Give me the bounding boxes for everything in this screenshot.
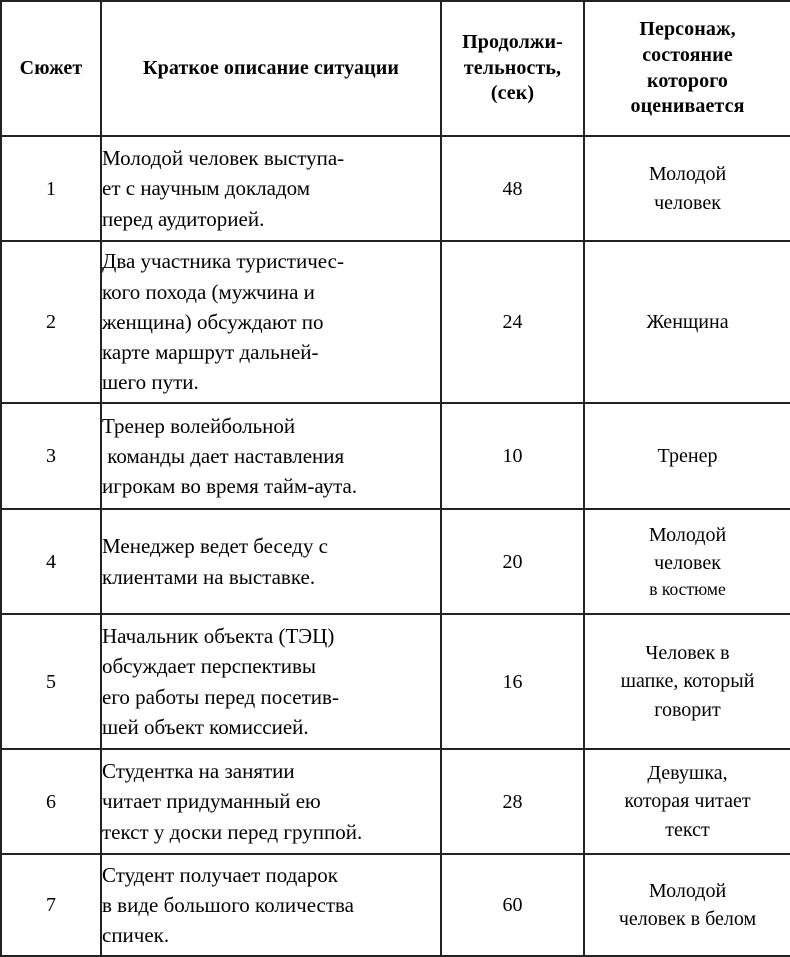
cell-character [584,509,790,614]
column-header-duration-line1: Продолжи- [462,31,563,54]
text-line: Студент получает подарок [102,862,338,887]
text-line: Женщина [646,310,729,333]
column-header-scene: Сюжет [1,1,101,136]
text-line: ет с научным докладом [102,176,311,201]
table-row [1,854,790,956]
text-line: Человек в [645,641,730,664]
cell-description [101,509,441,614]
text-line: игрокам во время тайм-аута. [102,474,358,499]
cell-description [101,403,441,509]
text-line: Тренер волейбольной [102,413,296,438]
text-line: перед аудиторией. [102,206,265,231]
table-row [1,749,790,854]
table-header-row [1,1,790,136]
text-line: шего пути. [102,370,199,395]
column-header-duration-line3: (сек) [490,82,535,105]
column-header-duration [441,1,584,136]
text-line: Тренер [657,444,718,467]
column-header-character-line2: состояние [642,43,733,66]
text-line: обсуждает перспективы [102,654,317,679]
text-line: Студентка на занятии [102,759,295,784]
cell-character [584,749,790,854]
column-header-character-line1: Персонаж, [639,18,736,41]
text-line: читает придуманный ею [102,789,321,814]
cell-scene-number: 2 [1,241,101,403]
cell-scene-number: 1 [1,136,101,241]
cell-character [584,854,790,956]
cell-duration: 28 [441,749,584,854]
cell-duration: 24 [441,241,584,403]
text-line: говорит [654,698,721,721]
cell-scene-number: 5 [1,614,101,749]
text-line: человек [654,552,721,575]
cell-character [584,403,790,509]
text-line: в костюме [649,579,726,600]
text-line: текст [665,818,710,841]
text-line: текст у доски перед группой. [102,819,363,844]
text-line: человек [654,191,721,214]
cell-duration: 48 [441,136,584,241]
text-line: Молодой [648,879,727,902]
text-line: которая читает [624,790,751,813]
cell-duration: 16 [441,614,584,749]
column-header-character-line3: которого [646,69,729,92]
cell-description [101,749,441,854]
column-header-character [584,1,790,136]
text-line: клиентами на выставке. [102,564,316,589]
cell-character [584,241,790,403]
text-line: человек в белом [618,908,757,930]
table-header [1,1,790,136]
cell-description [101,136,441,241]
cell-description [101,614,441,749]
table-row [1,614,790,749]
cell-scene-number: 4 [1,509,101,614]
text-line: Два участника туристичес- [102,249,344,274]
text-line: шапке, который [620,670,755,693]
table-row [1,136,790,241]
text-line: команды дает наставления [102,443,345,468]
cell-description [101,854,441,956]
cell-scene-number: 3 [1,403,101,509]
text-line: Менеджер ведет беседу с [102,534,328,559]
text-line: Молодой [648,163,727,186]
text-line: женщина) обсуждают по [102,309,324,334]
column-header-character-line4: оценивается [630,95,745,118]
text-line: его работы перед посетив- [102,684,339,709]
text-line: спичек. [102,923,170,948]
cell-scene-number: 6 [1,749,101,854]
text-line: кого похода (мужчина и [102,279,315,304]
text-line: шей объект комиссией. [102,714,309,739]
text-line: карте маршрут дальней- [102,340,319,365]
column-header-duration-line2: тельность, [463,56,562,79]
cell-duration: 60 [441,854,584,956]
text-line: Начальник объекта (ТЭЦ) [102,624,335,649]
cell-character [584,614,790,749]
cell-scene-number: 7 [1,854,101,956]
cell-character [584,136,790,241]
cell-duration: 20 [441,509,584,614]
text-line: Молодой [648,523,727,546]
table-row [1,509,790,614]
text-line: в виде большого количества [102,892,354,917]
table-body [1,136,790,956]
cell-duration: 10 [441,403,584,509]
table-row [1,241,790,403]
text-line: Молодой человек выступа- [102,146,345,171]
cell-description [101,241,441,403]
text-line: Девушка, [647,761,728,784]
table-row [1,403,790,509]
column-header-description: Краткое описание ситуации [101,1,441,136]
